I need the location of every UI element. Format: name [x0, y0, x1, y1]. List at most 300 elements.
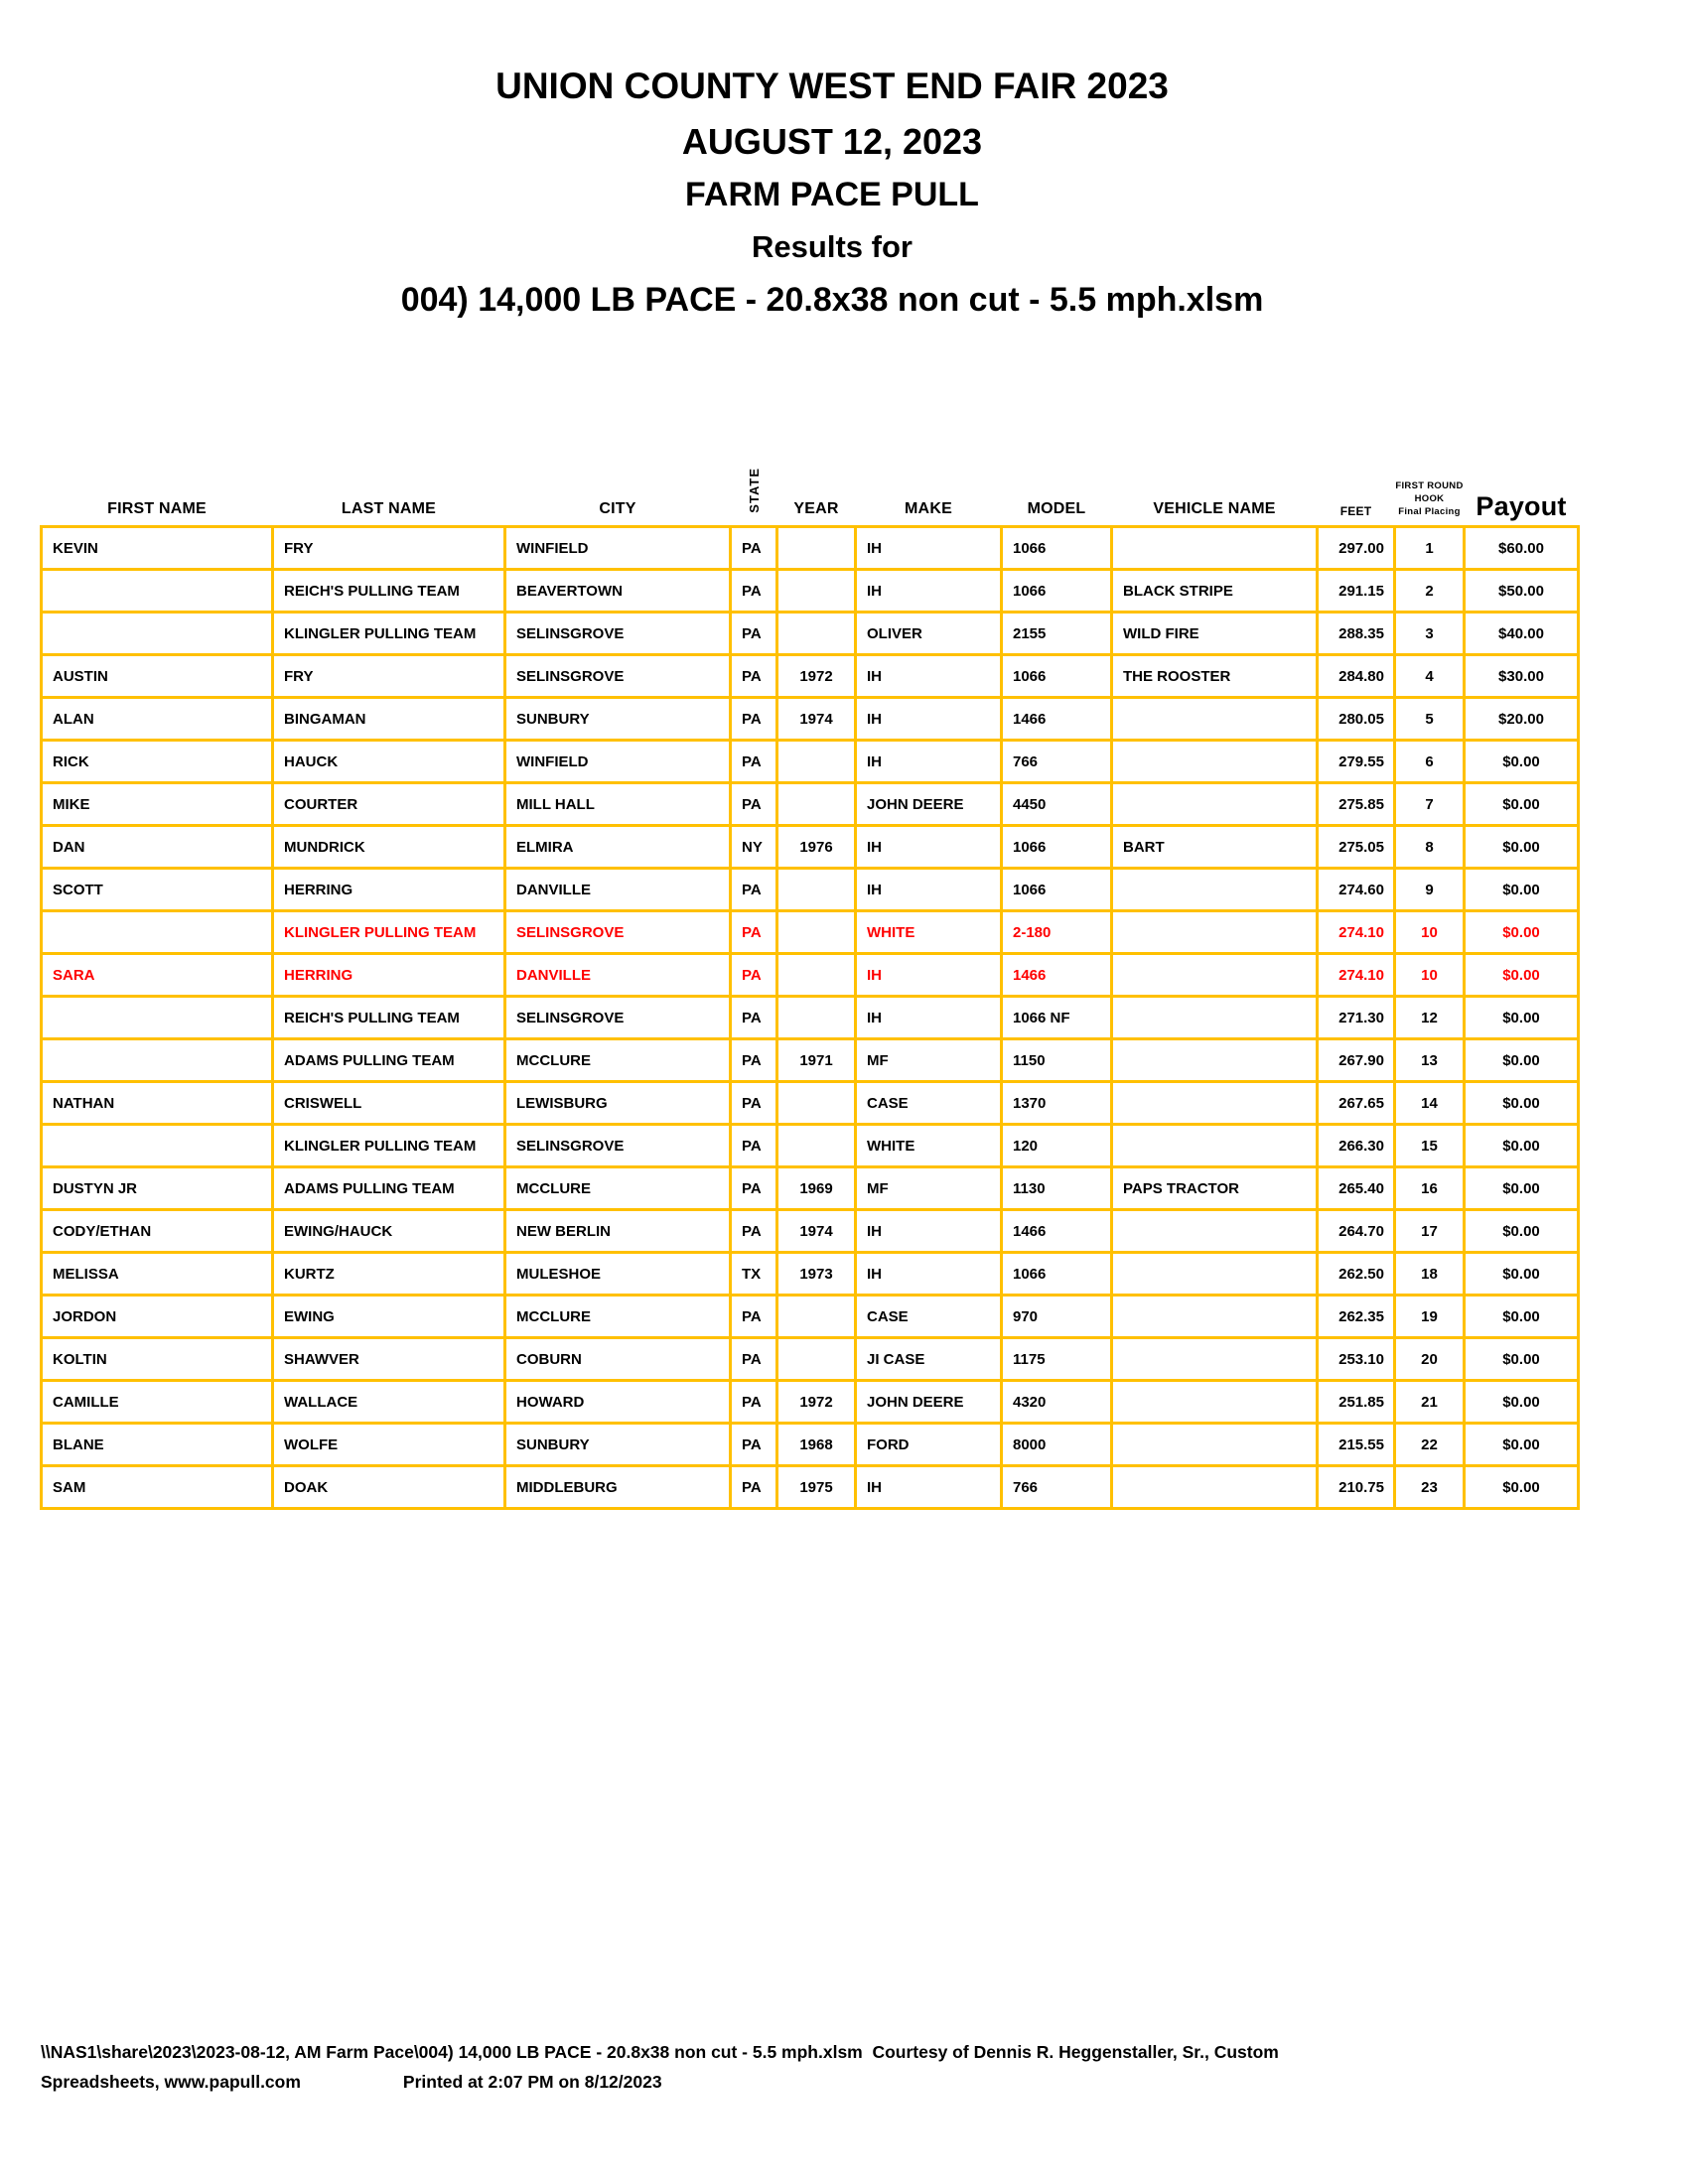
table-row	[42, 527, 1579, 570]
cell-hook: 10	[1395, 954, 1465, 997]
cell-first-name: MIKE	[42, 783, 273, 826]
cell-payout: $0.00	[1465, 1466, 1579, 1509]
cell-payout: $0.00	[1465, 826, 1579, 869]
results-for-label: Results for	[752, 229, 913, 264]
event-date: AUGUST 12, 2023	[681, 121, 983, 162]
cell-state: PA	[731, 1381, 777, 1424]
footer-credits	[41, 2067, 1649, 2097]
cell-state: PA	[731, 783, 777, 826]
cell-model: 4320	[1002, 1381, 1112, 1424]
cell-hook: 22	[1395, 1424, 1465, 1466]
cell-feet: 280.05	[1318, 698, 1395, 741]
cell-first-name: BLANE	[42, 1424, 273, 1466]
cell-vehicle-name	[1112, 783, 1318, 826]
col-header-model: MODEL	[1027, 500, 1086, 517]
cell-vehicle-name	[1112, 1296, 1318, 1338]
cell-year	[777, 613, 856, 655]
cell-vehicle-name	[1112, 1039, 1318, 1082]
cell-state: PA	[731, 613, 777, 655]
cell-make: IH	[856, 869, 1002, 911]
cell-last-name: KLINGLER PULLING TEAM	[273, 911, 505, 954]
cell-model: 1175	[1002, 1338, 1112, 1381]
cell-payout: $0.00	[1465, 1125, 1579, 1167]
report-footer	[41, 2037, 1649, 2097]
cell-state: PA	[731, 869, 777, 911]
cell-payout: $0.00	[1465, 1253, 1579, 1296]
cell-state: PA	[731, 570, 777, 613]
cell-feet: 275.05	[1318, 826, 1395, 869]
cell-payout: $0.00	[1465, 1082, 1579, 1125]
cell-model: 1466	[1002, 1210, 1112, 1253]
cell-payout: $0.00	[1465, 1039, 1579, 1082]
results-table-wrap	[40, 425, 1580, 1510]
cell-feet: 266.30	[1318, 1125, 1395, 1167]
cell-payout: $0.00	[1465, 1167, 1579, 1210]
table-row	[42, 997, 1579, 1039]
cell-year	[777, 783, 856, 826]
cell-vehicle-name	[1112, 698, 1318, 741]
cell-vehicle-name	[1112, 1338, 1318, 1381]
cell-model: 2155	[1002, 613, 1112, 655]
cell-feet: 275.85	[1318, 783, 1395, 826]
cell-make: IH	[856, 741, 1002, 783]
cell-year	[777, 1296, 856, 1338]
cell-last-name: SHAWVER	[273, 1338, 505, 1381]
cell-model: 2-180	[1002, 911, 1112, 954]
cell-state: PA	[731, 1296, 777, 1338]
cell-year	[777, 954, 856, 997]
cell-vehicle-name: WILD FIRE	[1112, 613, 1318, 655]
cell-last-name: BINGAMAN	[273, 698, 505, 741]
cell-make: JOHN DEERE	[856, 1381, 1002, 1424]
cell-hook: 7	[1395, 783, 1465, 826]
cell-last-name: COURTER	[273, 783, 505, 826]
cell-state: PA	[731, 527, 777, 570]
cell-last-name: REICH'S PULLING TEAM	[273, 570, 505, 613]
table-row	[42, 1338, 1579, 1381]
cell-year	[777, 527, 856, 570]
table-row	[42, 613, 1579, 655]
cell-hook: 10	[1395, 911, 1465, 954]
cell-first-name	[42, 570, 273, 613]
cell-year: 1969	[777, 1167, 856, 1210]
cell-hook: 9	[1395, 869, 1465, 911]
class-file-name: 004) 14,000 LB PACE - 20.8x38 non cut - 5.5 mph.xlsm	[400, 281, 1264, 319]
cell-vehicle-name	[1112, 741, 1318, 783]
cell-make: IH	[856, 997, 1002, 1039]
cell-year	[777, 911, 856, 954]
cell-city: DANVILLE	[505, 869, 731, 911]
results-table	[40, 425, 1580, 1510]
cell-first-name: ALAN	[42, 698, 273, 741]
cell-feet: 251.85	[1318, 1381, 1395, 1424]
cell-payout: $0.00	[1465, 1381, 1579, 1424]
cell-last-name: EWING/HAUCK	[273, 1210, 505, 1253]
table-row	[42, 1125, 1579, 1167]
cell-first-name: SCOTT	[42, 869, 273, 911]
cell-make: IH	[856, 698, 1002, 741]
cell-feet: 288.35	[1318, 613, 1395, 655]
cell-feet: 262.35	[1318, 1296, 1395, 1338]
cell-feet: 279.55	[1318, 741, 1395, 783]
cell-payout: $20.00	[1465, 698, 1579, 741]
cell-year	[777, 869, 856, 911]
cell-year: 1972	[777, 1381, 856, 1424]
cell-model: 1466	[1002, 954, 1112, 997]
cell-first-name: SAM	[42, 1466, 273, 1509]
cell-state: PA	[731, 1338, 777, 1381]
cell-last-name: FRY	[273, 527, 505, 570]
cell-payout: $0.00	[1465, 1338, 1579, 1381]
cell-last-name: FRY	[273, 655, 505, 698]
cell-last-name: KURTZ	[273, 1253, 505, 1296]
cell-vehicle-name	[1112, 1424, 1318, 1466]
cell-vehicle-name: PAPS TRACTOR	[1112, 1167, 1318, 1210]
cell-make: IH	[856, 570, 1002, 613]
table-row	[42, 1082, 1579, 1125]
cell-first-name	[42, 1039, 273, 1082]
cell-hook: 6	[1395, 741, 1465, 783]
cell-hook: 16	[1395, 1167, 1465, 1210]
cell-last-name: WALLACE	[273, 1381, 505, 1424]
cell-payout: $0.00	[1465, 997, 1579, 1039]
cell-make: MF	[856, 1167, 1002, 1210]
cell-state: PA	[731, 1466, 777, 1509]
cell-make: IH	[856, 826, 1002, 869]
cell-first-name: CAMILLE	[42, 1381, 273, 1424]
table-row	[42, 698, 1579, 741]
cell-city: SUNBURY	[505, 698, 731, 741]
cell-vehicle-name	[1112, 1466, 1318, 1509]
cell-payout: $0.00	[1465, 783, 1579, 826]
cell-state: TX	[731, 1253, 777, 1296]
cell-payout: $0.00	[1465, 1424, 1579, 1466]
cell-feet: 291.15	[1318, 570, 1395, 613]
cell-year: 1972	[777, 655, 856, 698]
cell-make: IH	[856, 655, 1002, 698]
cell-city: SELINSGROVE	[505, 997, 731, 1039]
cell-city: MCCLURE	[505, 1296, 731, 1338]
cell-hook: 5	[1395, 698, 1465, 741]
cell-last-name: WOLFE	[273, 1424, 505, 1466]
cell-last-name: HERRING	[273, 954, 505, 997]
header-row	[42, 425, 1579, 527]
cell-payout: $50.00	[1465, 570, 1579, 613]
cell-first-name: DUSTYN JR	[42, 1167, 273, 1210]
cell-model: 1066	[1002, 826, 1112, 869]
cell-city: SELINSGROVE	[505, 911, 731, 954]
cell-year	[777, 1338, 856, 1381]
cell-model: 1466	[1002, 698, 1112, 741]
cell-vehicle-name: BART	[1112, 826, 1318, 869]
cell-first-name: KEVIN	[42, 527, 273, 570]
cell-first-name: NATHAN	[42, 1082, 273, 1125]
col-header-year: YEAR	[793, 500, 839, 517]
cell-model: 766	[1002, 1466, 1112, 1509]
cell-feet: 297.00	[1318, 527, 1395, 570]
cell-vehicle-name	[1112, 1125, 1318, 1167]
cell-feet: 210.75	[1318, 1466, 1395, 1509]
cell-model: 1066 NF	[1002, 997, 1112, 1039]
cell-model: 120	[1002, 1125, 1112, 1167]
col-header-city: CITY	[599, 500, 636, 517]
cell-city: WINFIELD	[505, 527, 731, 570]
results-table-header	[42, 425, 1579, 527]
cell-payout: $60.00	[1465, 527, 1579, 570]
cell-model: 8000	[1002, 1424, 1112, 1466]
cell-hook: 14	[1395, 1082, 1465, 1125]
cell-state: PA	[731, 1039, 777, 1082]
cell-year: 1971	[777, 1039, 856, 1082]
cell-vehicle-name	[1112, 997, 1318, 1039]
cell-payout: $0.00	[1465, 741, 1579, 783]
table-row	[42, 655, 1579, 698]
col-header-make: MAKE	[905, 500, 952, 517]
cell-last-name: DOAK	[273, 1466, 505, 1509]
cell-make: MF	[856, 1039, 1002, 1082]
cell-payout: $0.00	[1465, 1210, 1579, 1253]
cell-vehicle-name	[1112, 1381, 1318, 1424]
table-row	[42, 741, 1579, 783]
table-row	[42, 911, 1579, 954]
col-header-state: STATE	[746, 468, 762, 513]
table-row	[42, 783, 1579, 826]
cell-make: IH	[856, 1210, 1002, 1253]
table-row	[42, 1296, 1579, 1338]
cell-state: PA	[731, 954, 777, 997]
cell-make: FORD	[856, 1424, 1002, 1466]
col-header-first-name: FIRST NAME	[107, 500, 207, 517]
table-row	[42, 1210, 1579, 1253]
cell-payout: $0.00	[1465, 869, 1579, 911]
cell-first-name: MELISSA	[42, 1253, 273, 1296]
cell-city: LEWISBURG	[505, 1082, 731, 1125]
cell-hook: 3	[1395, 613, 1465, 655]
cell-model: 1066	[1002, 527, 1112, 570]
table-row	[42, 826, 1579, 869]
cell-hook: 12	[1395, 997, 1465, 1039]
col-header-vehicle-name: VEHICLE NAME	[1153, 500, 1276, 517]
cell-model: 1370	[1002, 1082, 1112, 1125]
cell-year: 1974	[777, 1210, 856, 1253]
cell-vehicle-name	[1112, 1082, 1318, 1125]
cell-city: SELINSGROVE	[505, 1125, 731, 1167]
cell-first-name	[42, 911, 273, 954]
cell-year	[777, 741, 856, 783]
cell-state: PA	[731, 655, 777, 698]
cell-first-name: KOLTIN	[42, 1338, 273, 1381]
cell-city: MCCLURE	[505, 1039, 731, 1082]
cell-feet: 267.90	[1318, 1039, 1395, 1082]
report-title-block	[0, 58, 1664, 328]
cell-make: WHITE	[856, 1125, 1002, 1167]
cell-first-name: RICK	[42, 741, 273, 783]
cell-year	[777, 570, 856, 613]
fair-title: UNION COUNTY WEST END FAIR 2023	[495, 66, 1169, 106]
cell-model: 1130	[1002, 1167, 1112, 1210]
cell-hook: 2	[1395, 570, 1465, 613]
cell-last-name: HAUCK	[273, 741, 505, 783]
table-row	[42, 1253, 1579, 1296]
cell-payout: $0.00	[1465, 1296, 1579, 1338]
cell-make: JI CASE	[856, 1338, 1002, 1381]
footer-file-path: \\NAS1\share\2023\2023-08-12, AM Farm Pace\004) 14,000 LB PACE - 20.8x38 non cut - 5.5 mph.xlsm Courtesy of Dennis R. Heggenstaller, Sr., Custom	[41, 2042, 1279, 2062]
cell-feet: 274.60	[1318, 869, 1395, 911]
table-row	[42, 1466, 1579, 1509]
cell-city: MIDDLEBURG	[505, 1466, 731, 1509]
cell-model: 1066	[1002, 570, 1112, 613]
cell-state: PA	[731, 1082, 777, 1125]
cell-feet: 274.10	[1318, 954, 1395, 997]
cell-state: PA	[731, 911, 777, 954]
cell-city: MCCLURE	[505, 1167, 731, 1210]
cell-payout: $40.00	[1465, 613, 1579, 655]
cell-feet: 265.40	[1318, 1167, 1395, 1210]
cell-feet: 262.50	[1318, 1253, 1395, 1296]
cell-feet: 215.55	[1318, 1424, 1395, 1466]
cell-year	[777, 997, 856, 1039]
cell-state: PA	[731, 741, 777, 783]
cell-vehicle-name	[1112, 527, 1318, 570]
cell-state: PA	[731, 1167, 777, 1210]
cell-model: 1066	[1002, 655, 1112, 698]
cell-feet: 274.10	[1318, 911, 1395, 954]
cell-hook: 19	[1395, 1296, 1465, 1338]
cell-city: SELINSGROVE	[505, 613, 731, 655]
cell-state: PA	[731, 997, 777, 1039]
cell-vehicle-name	[1112, 869, 1318, 911]
cell-payout: $0.00	[1465, 954, 1579, 997]
table-row	[42, 570, 1579, 613]
cell-make: IH	[856, 954, 1002, 997]
cell-hook: 23	[1395, 1466, 1465, 1509]
cell-hook: 13	[1395, 1039, 1465, 1082]
cell-last-name: REICH'S PULLING TEAM	[273, 997, 505, 1039]
footer-printed-timestamp: Printed at 2:07 PM on 8/12/2023	[402, 2072, 662, 2092]
cell-city: COBURN	[505, 1338, 731, 1381]
cell-city: SELINSGROVE	[505, 655, 731, 698]
cell-state: PA	[731, 1210, 777, 1253]
cell-last-name: EWING	[273, 1296, 505, 1338]
cell-year: 1973	[777, 1253, 856, 1296]
cell-year: 1976	[777, 826, 856, 869]
cell-city: MILL HALL	[505, 783, 731, 826]
cell-feet: 253.10	[1318, 1338, 1395, 1381]
cell-year	[777, 1082, 856, 1125]
cell-last-name: ADAMS PULLING TEAM	[273, 1167, 505, 1210]
cell-first-name: AUSTIN	[42, 655, 273, 698]
cell-last-name: CRISWELL	[273, 1082, 505, 1125]
cell-year: 1968	[777, 1424, 856, 1466]
cell-feet: 264.70	[1318, 1210, 1395, 1253]
cell-last-name: MUNDRICK	[273, 826, 505, 869]
cell-city: NEW BERLIN	[505, 1210, 731, 1253]
cell-model: 1150	[1002, 1039, 1112, 1082]
cell-vehicle-name: THE ROOSTER	[1112, 655, 1318, 698]
cell-city: BEAVERTOWN	[505, 570, 731, 613]
cell-year: 1975	[777, 1466, 856, 1509]
cell-make: CASE	[856, 1082, 1002, 1125]
cell-make: OLIVER	[856, 613, 1002, 655]
cell-vehicle-name	[1112, 1210, 1318, 1253]
cell-last-name: HERRING	[273, 869, 505, 911]
table-row	[42, 1039, 1579, 1082]
cell-year: 1974	[777, 698, 856, 741]
cell-city: SUNBURY	[505, 1424, 731, 1466]
cell-city: DANVILLE	[505, 954, 731, 997]
table-row	[42, 1381, 1579, 1424]
cell-year	[777, 1125, 856, 1167]
cell-vehicle-name: BLACK STRIPE	[1112, 570, 1318, 613]
cell-hook: 21	[1395, 1381, 1465, 1424]
cell-first-name: SARA	[42, 954, 273, 997]
cell-make: IH	[856, 1466, 1002, 1509]
cell-hook: 4	[1395, 655, 1465, 698]
cell-feet: 284.80	[1318, 655, 1395, 698]
cell-vehicle-name	[1112, 954, 1318, 997]
table-row	[42, 1424, 1579, 1466]
cell-first-name: JORDON	[42, 1296, 273, 1338]
col-header-payout: Payout	[1476, 491, 1567, 521]
cell-state: PA	[731, 1125, 777, 1167]
cell-make: CASE	[856, 1296, 1002, 1338]
cell-payout: $0.00	[1465, 911, 1579, 954]
cell-model: 1066	[1002, 869, 1112, 911]
cell-feet: 267.65	[1318, 1082, 1395, 1125]
cell-city: WINFIELD	[505, 741, 731, 783]
cell-model: 1066	[1002, 1253, 1112, 1296]
cell-first-name: DAN	[42, 826, 273, 869]
cell-state: NY	[731, 826, 777, 869]
cell-hook: 20	[1395, 1338, 1465, 1381]
cell-city: ELMIRA	[505, 826, 731, 869]
cell-hook: 1	[1395, 527, 1465, 570]
cell-hook: 17	[1395, 1210, 1465, 1253]
results-table-body	[42, 527, 1579, 1509]
cell-state: PA	[731, 1424, 777, 1466]
cell-first-name	[42, 1125, 273, 1167]
cell-make: JOHN DEERE	[856, 783, 1002, 826]
event-name: FARM PACE PULL	[685, 176, 979, 213]
cell-first-name	[42, 997, 273, 1039]
cell-make: IH	[856, 1253, 1002, 1296]
table-row	[42, 869, 1579, 911]
cell-first-name: CODY/ETHAN	[42, 1210, 273, 1253]
cell-feet: 271.30	[1318, 997, 1395, 1039]
cell-hook: 18	[1395, 1253, 1465, 1296]
cell-last-name: KLINGLER PULLING TEAM	[273, 613, 505, 655]
cell-make: WHITE	[856, 911, 1002, 954]
cell-hook: 8	[1395, 826, 1465, 869]
cell-model: 766	[1002, 741, 1112, 783]
cell-first-name	[42, 613, 273, 655]
cell-city: MULESHOE	[505, 1253, 731, 1296]
cell-hook: 15	[1395, 1125, 1465, 1167]
cell-city: HOWARD	[505, 1381, 731, 1424]
footer-spreadsheets-credit: Spreadsheets, www.papull.com	[41, 2072, 301, 2092]
cell-model: 970	[1002, 1296, 1112, 1338]
col-header-feet: FEET	[1339, 504, 1372, 518]
cell-state: PA	[731, 698, 777, 741]
table-row	[42, 1167, 1579, 1210]
col-header-first-round-hook: FIRST ROUND HOOK Final Placing	[1395, 480, 1464, 517]
cell-payout: $30.00	[1465, 655, 1579, 698]
table-row	[42, 954, 1579, 997]
cell-vehicle-name	[1112, 911, 1318, 954]
cell-model: 4450	[1002, 783, 1112, 826]
cell-make: IH	[856, 527, 1002, 570]
cell-vehicle-name	[1112, 1253, 1318, 1296]
